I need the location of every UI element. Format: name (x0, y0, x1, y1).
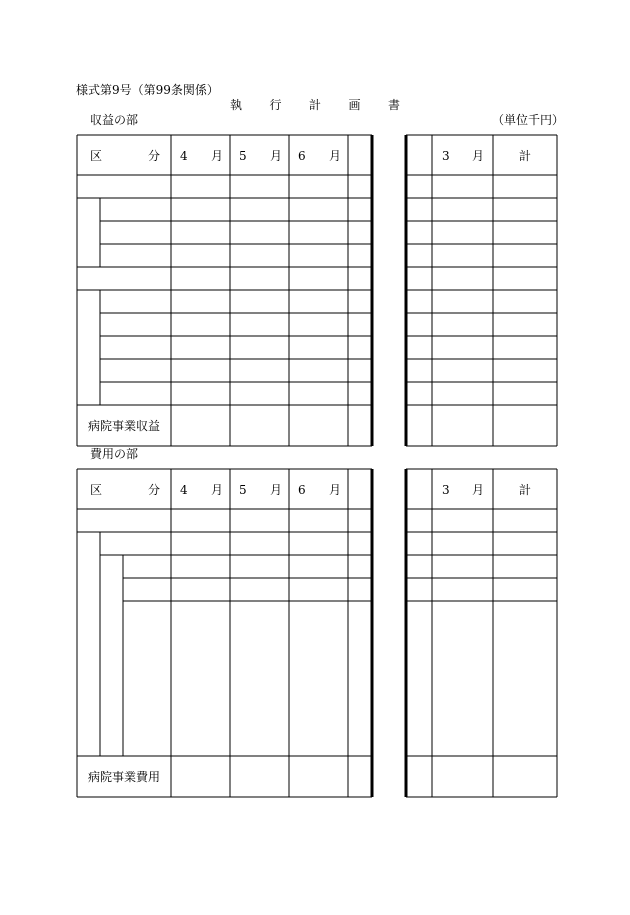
revenue-header-total: 計 (519, 149, 532, 163)
expense-header-mar-num: 3 (442, 483, 450, 497)
title-char: 書 (387, 98, 400, 112)
form-number-label: 様式第9号（第99条関係） (76, 83, 219, 97)
expense-header-may-num: 5 (239, 483, 247, 497)
revenue-header-apr-num: 4 (180, 149, 188, 163)
expense-header-mar-unit: 月 (472, 483, 485, 497)
expense-header-jun-unit: 月 (329, 483, 342, 497)
revenue-header-jun-num: 6 (298, 149, 306, 163)
revenue-header-may-unit: 月 (270, 149, 283, 163)
expense-total-label: 病院事業費用 (88, 770, 161, 784)
revenue-header-mar-num: 3 (442, 149, 450, 163)
unit-label: （単位千円） (492, 113, 565, 127)
expense-header-may-unit: 月 (270, 483, 283, 497)
expense-header-category-left: 区 (90, 483, 103, 497)
title-char: 計 (308, 98, 321, 112)
revenue-header-jun-unit: 月 (329, 149, 342, 163)
title-char: 執 (230, 98, 243, 112)
expense-header-apr-num: 4 (180, 483, 188, 497)
expense-header-total: 計 (519, 483, 532, 497)
revenue-section-label: 収益の部 (90, 113, 139, 127)
expense-header-jun-num: 6 (298, 483, 306, 497)
revenue-total-label: 病院事業収益 (88, 419, 161, 433)
expense-header-category-right: 分 (148, 483, 161, 497)
title-char: 画 (348, 98, 361, 112)
revenue-header-category-left: 区 (90, 149, 103, 163)
expense-header-apr-unit: 月 (211, 483, 224, 497)
revenue-header-mar-unit: 月 (472, 149, 485, 163)
revenue-header-apr-unit: 月 (211, 149, 224, 163)
title-char: 行 (269, 98, 282, 112)
revenue-header-may-num: 5 (239, 149, 247, 163)
expense-section-label: 費用の部 (90, 447, 139, 461)
revenue-header-category-right: 分 (148, 149, 161, 163)
